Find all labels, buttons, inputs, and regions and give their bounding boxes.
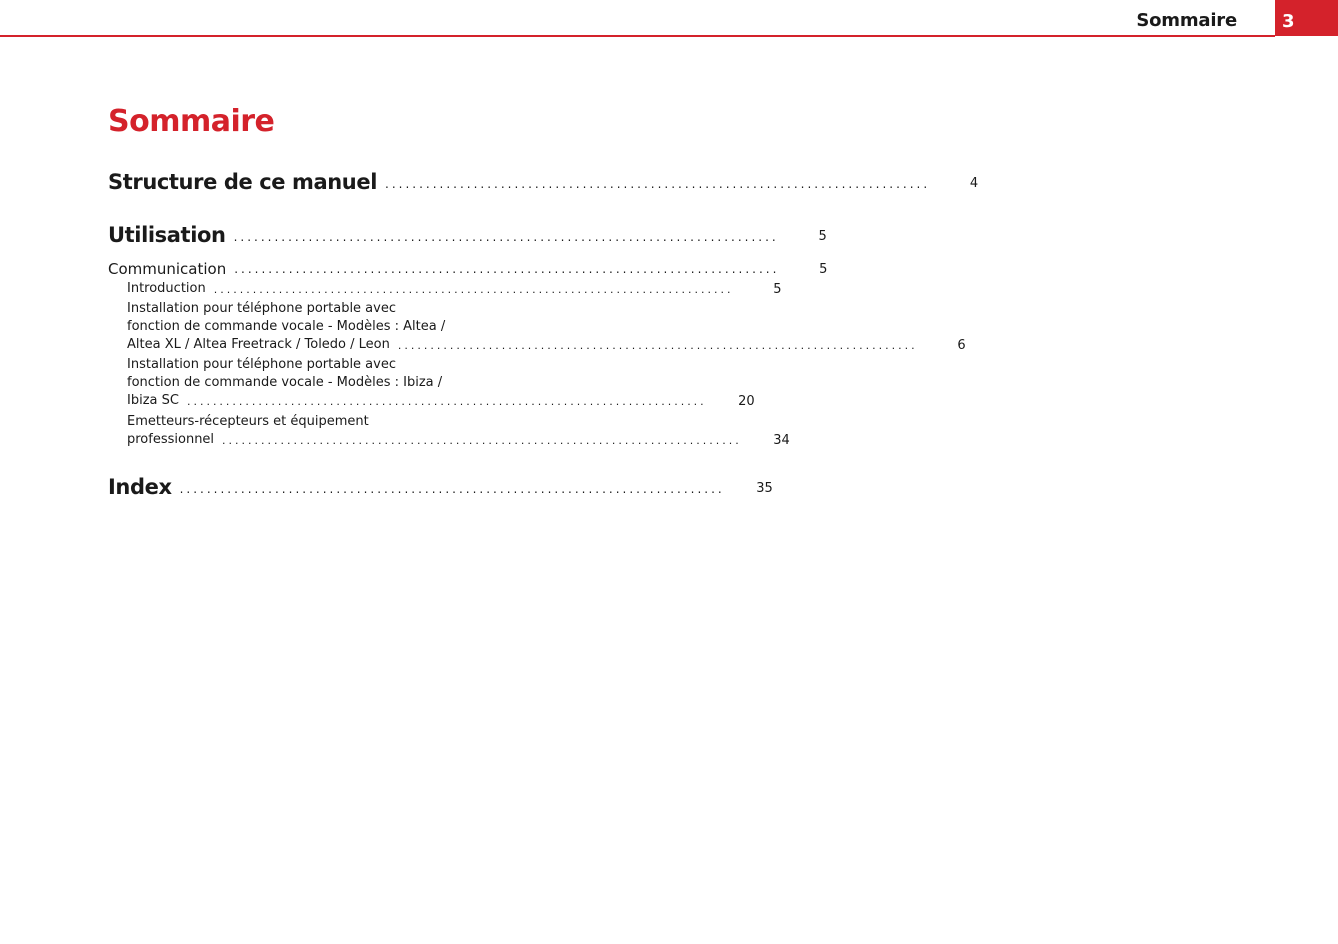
toc-entry-communication[interactable] (108, 260, 828, 278)
toc-page-number: 5 (819, 262, 828, 277)
toc-entry-structure[interactable] (108, 170, 979, 194)
header-rule (0, 35, 1275, 37)
toc-entry-emetteurs[interactable] (108, 413, 790, 449)
dot-leader: ................................................................................ (186, 395, 707, 408)
toc-entry-label-line: Altea XL / Altea Freetrack / Toledo / Leon (127, 337, 390, 352)
toc-entry-label-line: Installation pour téléphone portable avec (127, 357, 396, 372)
toc-page-number: 5 (818, 229, 827, 244)
toc-entry-label: Index (108, 475, 172, 499)
toc-page-number: 20 (738, 394, 755, 409)
dot-leader: ................................................................................ (397, 339, 918, 352)
toc-page-number: 6 (957, 338, 966, 353)
toc-entry-label-line: fonction de commande vocale - Modèles : Ibiza / (127, 375, 443, 390)
toc-page-number: 4 (969, 176, 979, 191)
toc-entry-index[interactable] (108, 475, 773, 499)
toc-entry-label: Communication (108, 260, 227, 278)
toc-entry-label-line: Installation pour téléphone portable avec (127, 301, 396, 316)
toc-entry-label: Structure de ce manuel (108, 170, 377, 194)
toc-entry-label-line: Ibiza SC (127, 393, 179, 408)
toc-entry-label: Utilisation (108, 223, 226, 247)
toc-entry-introduction[interactable] (108, 280, 782, 298)
dot-leader: ................................................................................ (385, 177, 931, 191)
dot-leader: ................................................................................ (213, 283, 734, 296)
toc-page-number: 34 (773, 433, 790, 448)
toc-page-number: 35 (756, 481, 773, 496)
toc-entry-installation-altea[interactable] (108, 300, 966, 354)
page-title: Sommaire (108, 104, 275, 139)
dot-leader: ................................................................................ (179, 482, 725, 496)
dot-leader: ................................................................................ (233, 230, 779, 244)
dot-leader: ................................................................................ (222, 434, 742, 447)
toc-entry-label-line: professionnel (127, 432, 215, 447)
toc-entry-label-line: Emetteurs-récepteurs et équipement (127, 414, 369, 429)
dot-leader: ................................................................................ (234, 262, 780, 276)
page-number-badge: 3 (1275, 0, 1338, 36)
toc-entry-label: Introduction (127, 281, 206, 296)
toc-entry-installation-ibiza[interactable] (108, 356, 755, 410)
table-of-contents (108, 170, 979, 499)
toc-entry-utilisation[interactable] (108, 223, 827, 247)
running-header-title: Sommaire (1136, 10, 1237, 31)
toc-page-number: 5 (773, 282, 782, 297)
toc-entry-label-line: fonction de commande vocale - Modèles : Altea / (127, 319, 446, 334)
